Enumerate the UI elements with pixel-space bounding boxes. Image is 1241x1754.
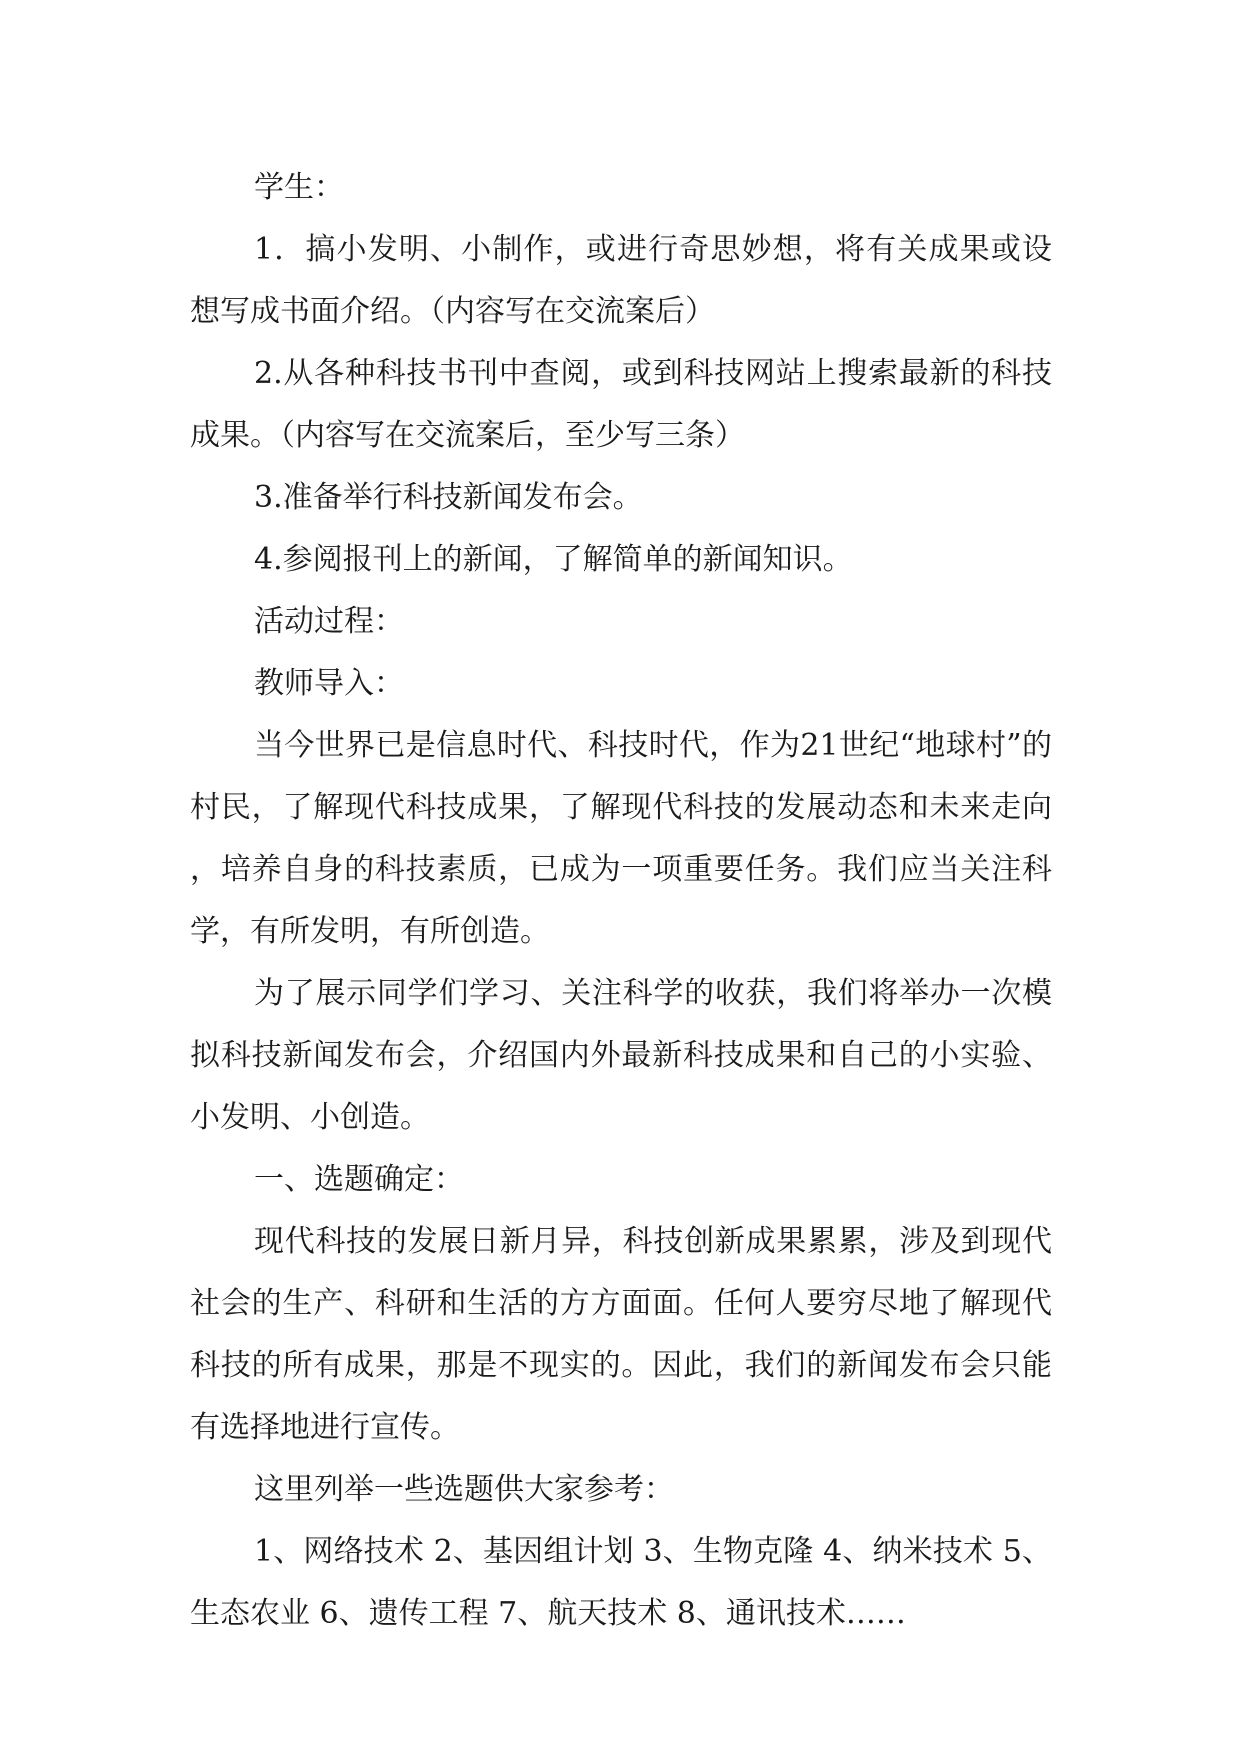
paragraph-intro-body-2: 为了展示同学们学习、关注科学的收获，我们将举办一次模拟科技新闻发布会，介绍国内外最新科技成果和自己的小实验、小发明、小创造。 bbox=[190, 976, 1052, 1135]
paragraph-topic-list: 1、网络技术 2、基因组计划 3、生物克隆 4、纳米技术 5、生态农业 6、遗传工程 7、航天技术 8、通讯技术…… bbox=[190, 1534, 1052, 1631]
paragraph-item-4: 4.参阅报刊上的新闻，了解简单的新闻知识。 bbox=[254, 542, 853, 577]
paragraph-item-1: 1．搞小发明、小制作，或进行奇思妙想，将有关成果或设想写成书面介绍。（内容写在交流案后） bbox=[190, 232, 1052, 329]
paragraph-intro-body-1: 当今世界已是信息时代、科技时代，作为21世纪“地球村”的村民，了解现代科技成果，了解现代科技的发展动态和未来走向，培养自身的科技素质，已成为一项重要任务。我们应当关注科学，有所发明，有所创造。 bbox=[190, 728, 1052, 949]
paragraph-activity-heading: 活动过程： bbox=[254, 604, 404, 639]
paragraph-students-heading: 学生： bbox=[254, 170, 344, 205]
paragraph-teacher-intro-heading: 教师导入： bbox=[254, 666, 404, 701]
paragraph-topic-body: 现代科技的发展日新月异，科技创新成果累累，涉及到现代社会的生产、科研和生活的方方面面。任何人要穷尽地了解现代科技的所有成果，那是不现实的。因此，我们的新闻发布会只能有选择地进行宣传。 bbox=[190, 1224, 1052, 1445]
paragraph-topic-heading: 一、选题确定： bbox=[254, 1162, 464, 1197]
paragraph-topic-list-intro: 这里列举一些选题供大家参考： bbox=[254, 1472, 674, 1507]
paragraph-item-2: 2.从各种科技书刊中查阅，或到科技网站上搜索最新的科技成果。（内容写在交流案后，至少写三条） bbox=[190, 356, 1052, 453]
document-page bbox=[190, 157, 1052, 1645]
paragraph-item-3: 3.准备举行科技新闻发布会。 bbox=[254, 480, 643, 515]
